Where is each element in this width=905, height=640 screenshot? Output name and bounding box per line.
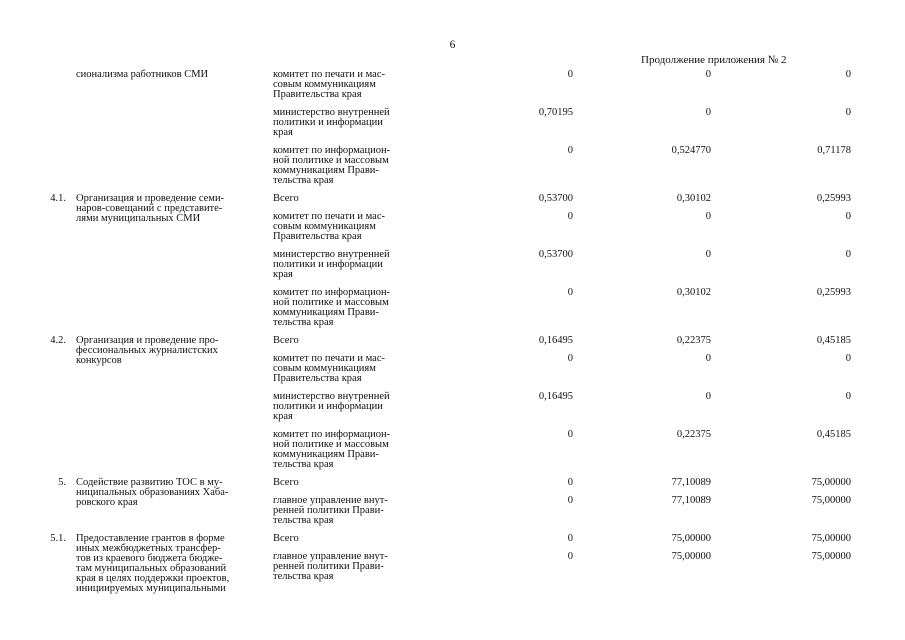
row-number: 4.2.: [50, 335, 66, 346]
value-cell-v3: 0: [845, 211, 851, 222]
value-cell-v2: 75,00000: [671, 533, 711, 544]
executor-cell: главное управление внут- ренней политики Прави- тельства края: [273, 551, 388, 582]
value-cell-v1: 0: [567, 353, 573, 364]
value-cell-v2: 0: [705, 69, 711, 80]
value-cell-v3: 0: [845, 249, 851, 260]
value-cell-v1: 0: [567, 551, 573, 562]
value-cell-v2: 0,524770: [671, 145, 711, 156]
value-cell-v2: 0: [705, 249, 711, 260]
value-cell-v3: 0,45185: [816, 429, 851, 440]
row-title: Содействие развитию ТОС в му- ниципальных образованиях Хаба- ровского края: [76, 477, 229, 508]
value-cell-v2: 0: [705, 391, 711, 402]
value-cell-v3: 0,25993: [816, 193, 851, 204]
value-cell-v2: 77,10089: [671, 495, 711, 506]
value-cell-v1: 0: [567, 429, 573, 440]
value-cell-v2: 0,22375: [676, 429, 711, 440]
value-cell-v3: 0: [845, 353, 851, 364]
executor-cell: комитет по информацион- ной политике и массовым коммуникациям Прави- тельства края: [273, 145, 391, 186]
value-cell-v1: 0: [567, 211, 573, 222]
executor-cell: Всего: [273, 533, 299, 544]
value-cell-v1: 0: [567, 287, 573, 298]
value-cell-v2: 75,00000: [671, 551, 711, 562]
value-cell-v3: 0,45185: [816, 335, 851, 346]
executor-cell: комитет по печати и мас- совым коммуникациям Правительства края: [273, 69, 385, 100]
value-cell-v3: 0: [845, 391, 851, 402]
row-title: сионализма работников СМИ: [76, 69, 209, 80]
value-cell-v2: 0,22375: [676, 335, 711, 346]
value-cell-v1: 0: [567, 495, 573, 506]
continuation-label: Продолжение приложения № 2: [641, 54, 787, 66]
value-cell-v3: 75,00000: [811, 495, 851, 506]
executor-cell: Всего: [273, 193, 299, 204]
value-cell-v1: 0: [567, 145, 573, 156]
executor-cell: Всего: [273, 335, 299, 346]
value-cell-v1: 0,16495: [538, 391, 573, 402]
value-cell-v1: 0: [567, 69, 573, 80]
value-cell-v1: 0: [567, 533, 573, 544]
row-number: 5.: [58, 477, 66, 488]
value-cell-v3: 75,00000: [811, 551, 851, 562]
value-cell-v3: 0,71178: [817, 145, 851, 156]
value-cell-v1: 0: [567, 477, 573, 488]
value-cell-v3: 0: [845, 107, 851, 118]
page-number: 6: [449, 39, 456, 51]
row-number: 5.1.: [50, 533, 66, 544]
value-cell-v2: 0,30102: [676, 287, 711, 298]
executor-cell: комитет по печати и мас- совым коммуникациям Правительства края: [273, 211, 385, 242]
value-cell-v2: 77,10089: [671, 477, 711, 488]
executor-cell: Всего: [273, 477, 299, 488]
value-cell-v1: 0,53700: [538, 193, 573, 204]
value-cell-v2: 0: [705, 353, 711, 364]
executor-cell: министерство внутренней политики и информации края: [273, 107, 390, 138]
value-cell-v2: 0: [705, 211, 711, 222]
value-cell-v3: 0,25993: [816, 287, 851, 298]
value-cell-v1: 0,70195: [538, 107, 573, 118]
value-cell-v3: 75,00000: [811, 477, 851, 488]
executor-cell: комитет по информацион- ной политике и массовым коммуникациям Прави- тельства края: [273, 287, 391, 328]
row-title: Предоставление грантов в форме иных межбюджетных трансфер- тов из краевого бюджета бюдже- там муниципальных образований края в целях поддержки проектов, инициируемых муниципальными: [76, 533, 230, 594]
executor-cell: комитет по печати и мас- совым коммуникациям Правительства края: [273, 353, 385, 384]
row-title: Организация и проведение семи- наров-совещаний с представите- лями муниципальных СМИ: [76, 193, 225, 224]
value-cell-v2: 0,30102: [676, 193, 711, 204]
executor-cell: комитет по информацион- ной политике и массовым коммуникациям Прави- тельства края: [273, 429, 391, 470]
value-cell-v3: 75,00000: [811, 533, 851, 544]
value-cell-v2: 0: [705, 107, 711, 118]
value-cell-v1: 0,16495: [538, 335, 573, 346]
executor-cell: министерство внутренней политики и информации края: [273, 249, 390, 280]
row-title: Организация и проведение про- фессиональных журналистских конкурсов: [76, 335, 219, 366]
value-cell-v3: 0: [845, 69, 851, 80]
row-number: 4.1.: [50, 193, 66, 204]
executor-cell: главное управление внут- ренней политики Прави- тельства края: [273, 495, 388, 526]
executor-cell: министерство внутренней политики и информации края: [273, 391, 390, 422]
value-cell-v1: 0,53700: [538, 249, 573, 260]
